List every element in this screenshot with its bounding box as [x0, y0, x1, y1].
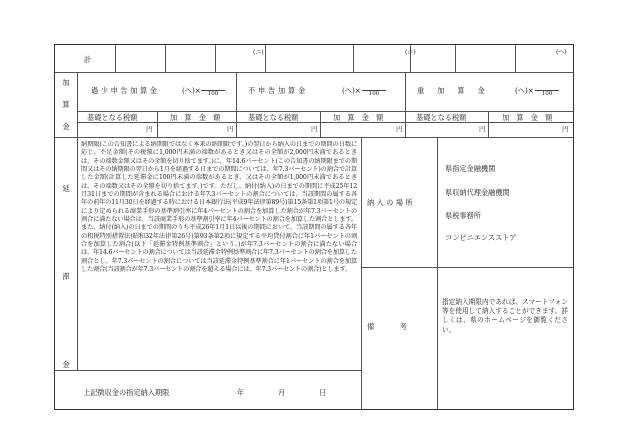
remarks-text: 指定納入期限内であれば、スマートフォン等を使用して納入することができます。詳しくは、県のホームページを御覧ください。 [442, 298, 568, 334]
kasan-underreport-label: 過少申告加算金 [91, 86, 160, 95]
kasan-nonreport-label: 不申告加算金 [248, 86, 308, 95]
yen-mark: 円 [227, 125, 234, 133]
yen-mark: 円 [479, 125, 486, 133]
payment-place-item: 県指定金融機関 [445, 164, 496, 173]
deadline-label: 上記徴収金の指定納入期限 [83, 388, 170, 397]
entai-explanation: 納期限(この告知書による納期限ではなく本来の納期限です。)の翌日から納入の日までの期間の日数に応じ、不足金額(その税額に1,000円未満の端数があるとき又はその全額が2,000円未満であるときは、その端数金額又はその全額を切り捨てます。)に、年14.6パーセント(この告知書の納期限までの期間又はその納期限の翌日から1月を経過する日までの期間については、年7.3パーセント)の割合で計算した金額(計算した延滞金に100円未満の端数があるとき、又はその全額が1,000円未満であるときは、その端数又はその全額を切り捨てます。)です。ただし、納付(納入)の日までの期間に平成25年12月31日までの期間が含まれる場合における年7.3パーセントの割合については、当該期間の属する各年の前年の11月30日を経過する時における日本銀行法(平成9年法律第89号)第15条第1項第1号の規定により定められる商業手形の基準割引率に年4パーセントの割合を加算した割合が年7.3パーセントの割合に満たない場合は、当該商業手形の基準割引率に年4パーセントの割合を加算した割合とします。また、納付(納入)の日までの期間のうち平成26年1月1日以後の期間において、当該期間の属する各年の租税特別措置法(昭和32年法律第26号)第93条第2項に規定する平均貸付割合に年1パーセントの割合を加算した割合(以下「延滞金特例基準割合」という。)が年7.3パーセントの割合に満たない場合は、年14.6パーセントの割合については当該延滞金特例基準割合に年7.3パーセントの割合を加算した割合とし、年7.3パーセントの割合については当該延滞金特例基準割合に年1パーセントの割合を加算した割合(当該割合が年7.3パーセントの割合を超える場合には、年7.3パーセントの割合)とします。 [81, 141, 357, 274]
yen-mark: 円 [396, 125, 403, 133]
kasan-base-header-3: 基礎となる税額 [416, 113, 467, 122]
tax-notice-form [54, 44, 574, 410]
kasan-sub-divider [320, 111, 321, 137]
payment-place-item: 県税事務所 [445, 211, 481, 220]
yen-mark: 円 [562, 125, 569, 133]
total-mark-ho: (ホ) [405, 49, 416, 56]
row-divider-kasan-header [77, 111, 573, 112]
col-divider [215, 45, 216, 72]
yen-mark: 円 [146, 125, 153, 133]
total-mark-ni: (ニ) [253, 49, 264, 56]
kasan-base-header-2: 基礎となる税額 [248, 113, 299, 122]
total-mark-he: (ヘ) [556, 49, 567, 56]
payment-place-item: 県収納代理金融機関 [445, 188, 510, 197]
col-divider [165, 45, 166, 72]
kasan-sub-divider [488, 111, 489, 137]
kasan-amount-header-2: 加 算 金 額 [333, 113, 384, 122]
right-panel-divider [361, 137, 362, 409]
deadline-year: 年 [237, 388, 245, 397]
kasan-group-divider [405, 72, 406, 137]
kasan-nonreport-formula: (ヘ)× [342, 86, 361, 95]
col-divider [265, 45, 266, 72]
col-divider [515, 45, 516, 72]
kasan-heavy-formula: (ヘ)× [515, 86, 534, 95]
col-divider [353, 45, 354, 72]
payment-place-label: 納入の場所 [367, 198, 415, 207]
right-label-divider [437, 137, 438, 409]
payment-place-item: コンビニエンスストア [445, 233, 517, 242]
row-divider-place [361, 267, 573, 268]
kasan-section-label: 加 算 金 [62, 78, 70, 131]
row-divider-kasan-yen [77, 122, 573, 123]
row-divider-deadline [55, 370, 361, 371]
entai-section-label: 延 滞 金 [62, 184, 70, 369]
kasan-group-divider [236, 72, 237, 137]
kasan-underreport-fraction: 100 [201, 84, 225, 97]
total-label: 計 [84, 55, 92, 64]
kasan-nonreport-fraction: 100 [362, 84, 386, 97]
kasan-underreport-formula: (ヘ)× [182, 86, 201, 95]
row-divider-total [55, 72, 573, 73]
kasan-heavy-fraction: 100 [535, 84, 559, 97]
kasan-base-header-1: 基礎となる税額 [87, 113, 138, 122]
col-divider [115, 45, 116, 72]
row-divider-kasan [55, 137, 573, 138]
kasan-amount-header-1: 加 算 金 額 [170, 113, 221, 122]
col-divider [455, 45, 456, 72]
yen-mark: 円 [311, 125, 318, 133]
kasan-heavy-label: 重加算金 [417, 86, 498, 95]
kasan-amount-header-3: 加 算 金 額 [502, 113, 553, 122]
remarks-label: 備 考 [367, 322, 408, 331]
kasan-sub-divider [157, 111, 158, 137]
deadline-day: 日 [319, 388, 327, 397]
section-label-divider [77, 72, 78, 370]
deadline-month: 月 [278, 388, 286, 397]
